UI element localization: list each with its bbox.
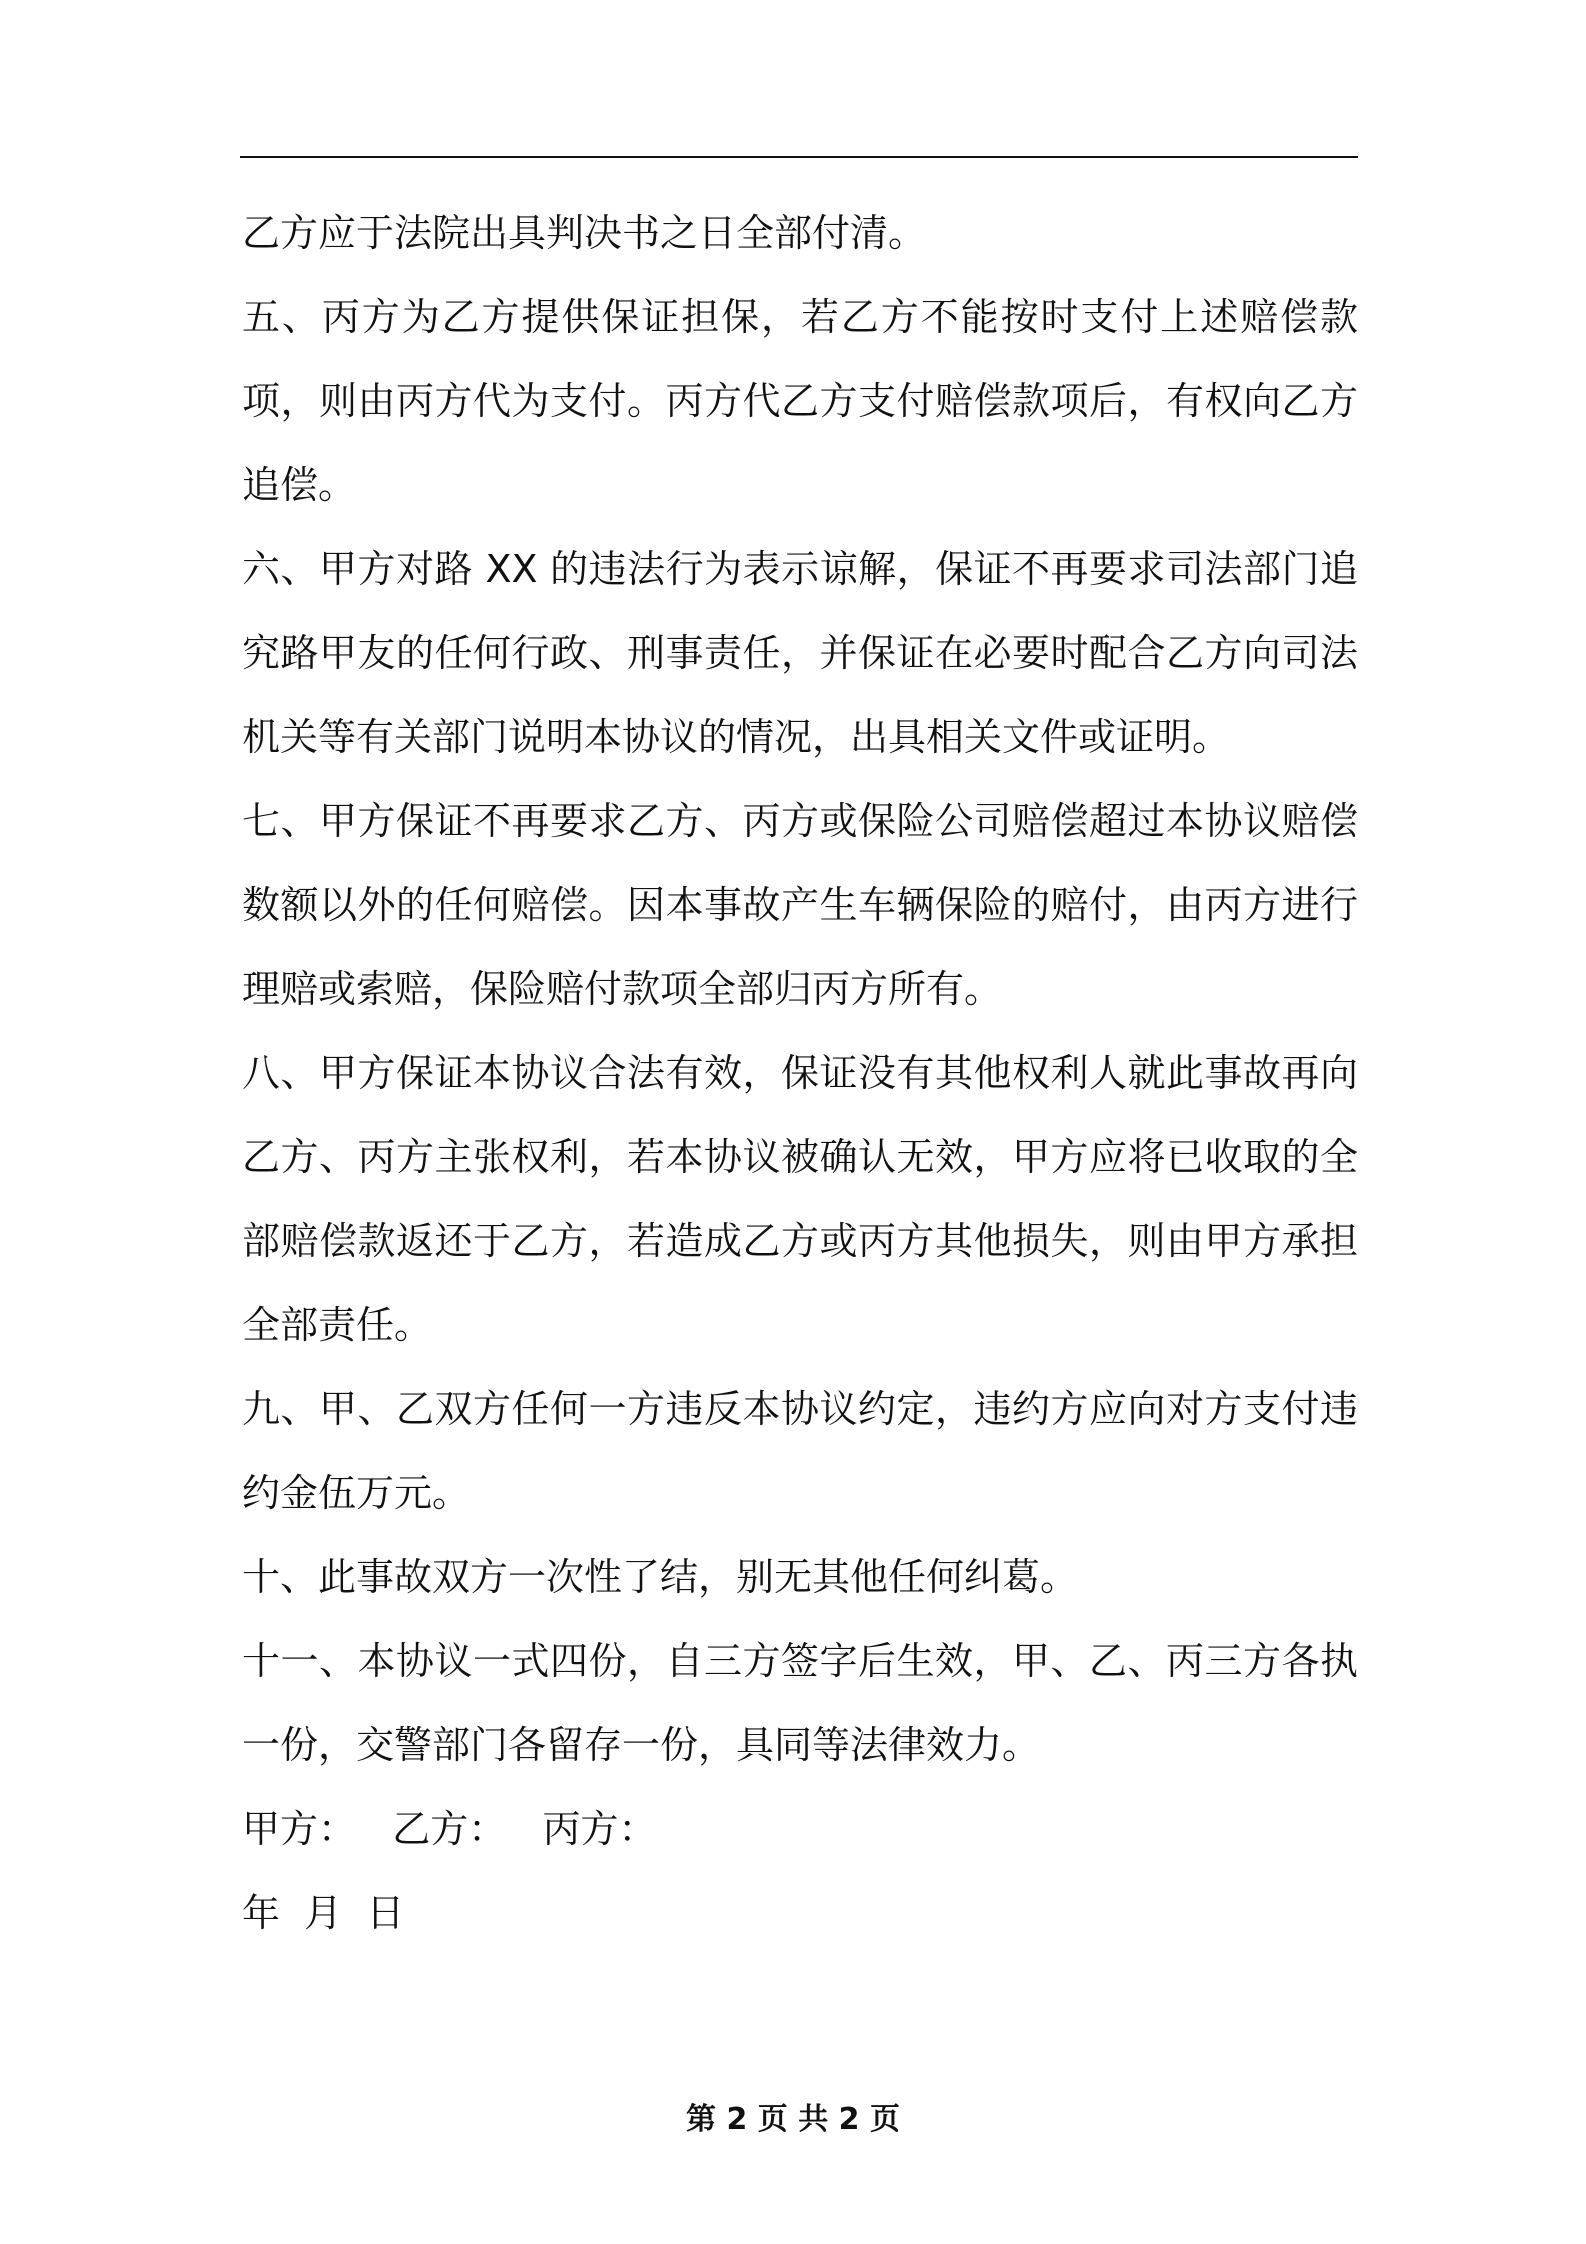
clause-11: 十一、本协议一式四份，自三方签字后生效，甲、乙、丙三方各执一份，交警部门各留存一份，具同等法律效力。 (242, 1639, 1358, 1767)
clause-7: 七、甲方保证不再要求乙方、丙方或保险公司赔偿超过本协议赔偿数额以外的任何赔偿。因本事故产生车辆保险的赔付，由丙方进行理赔或索赔，保险赔付款项全部归丙方所有。 (242, 799, 1358, 1011)
clause-9: 九、甲、乙双方任何一方违反本协议约定，违约方应向对方支付违约金伍万元。 (242, 1387, 1358, 1515)
clause-8: 八、甲方保证本协议合法有效，保证没有其他权利人就此事故再向乙方、丙方主张权利，若本协议被确认无效，甲方应将已收取的全部赔偿款返还于乙方，若造成乙方或丙方其他损失，则由甲方承担全部责任。 (242, 1051, 1358, 1347)
clause-5: 五、丙方为乙方提供保证担保，若乙方不能按时支付上述赔偿款项，则由丙方代为支付。丙方代乙方支付赔偿款项后，有权向乙方追偿。 (242, 295, 1358, 507)
date-line: 年 月 日 (242, 1891, 405, 1935)
paragraph-continuation: 乙方应于法院出具判决书之日全部付清。 (242, 211, 927, 255)
header-rule (240, 156, 1358, 158)
clause-10: 十、此事故双方一次性了结，别无其他任何纠葛。 (242, 1555, 1079, 1599)
page-number-footer: 第 2 页 共 2 页 (686, 2102, 900, 2137)
clause-6: 六、甲方对路 XX 的违法行为表示谅解，保证不再要求司法部门追究路甲友的任何行政、刑事责任，并保证在必要时配合乙方向司法机关等有关部门说明本协议的情况，出具相关文件或证明。 (242, 547, 1358, 759)
document-body (242, 191, 1358, 1955)
signature-line: 甲方： 乙方： 丙方： (242, 1807, 657, 1851)
